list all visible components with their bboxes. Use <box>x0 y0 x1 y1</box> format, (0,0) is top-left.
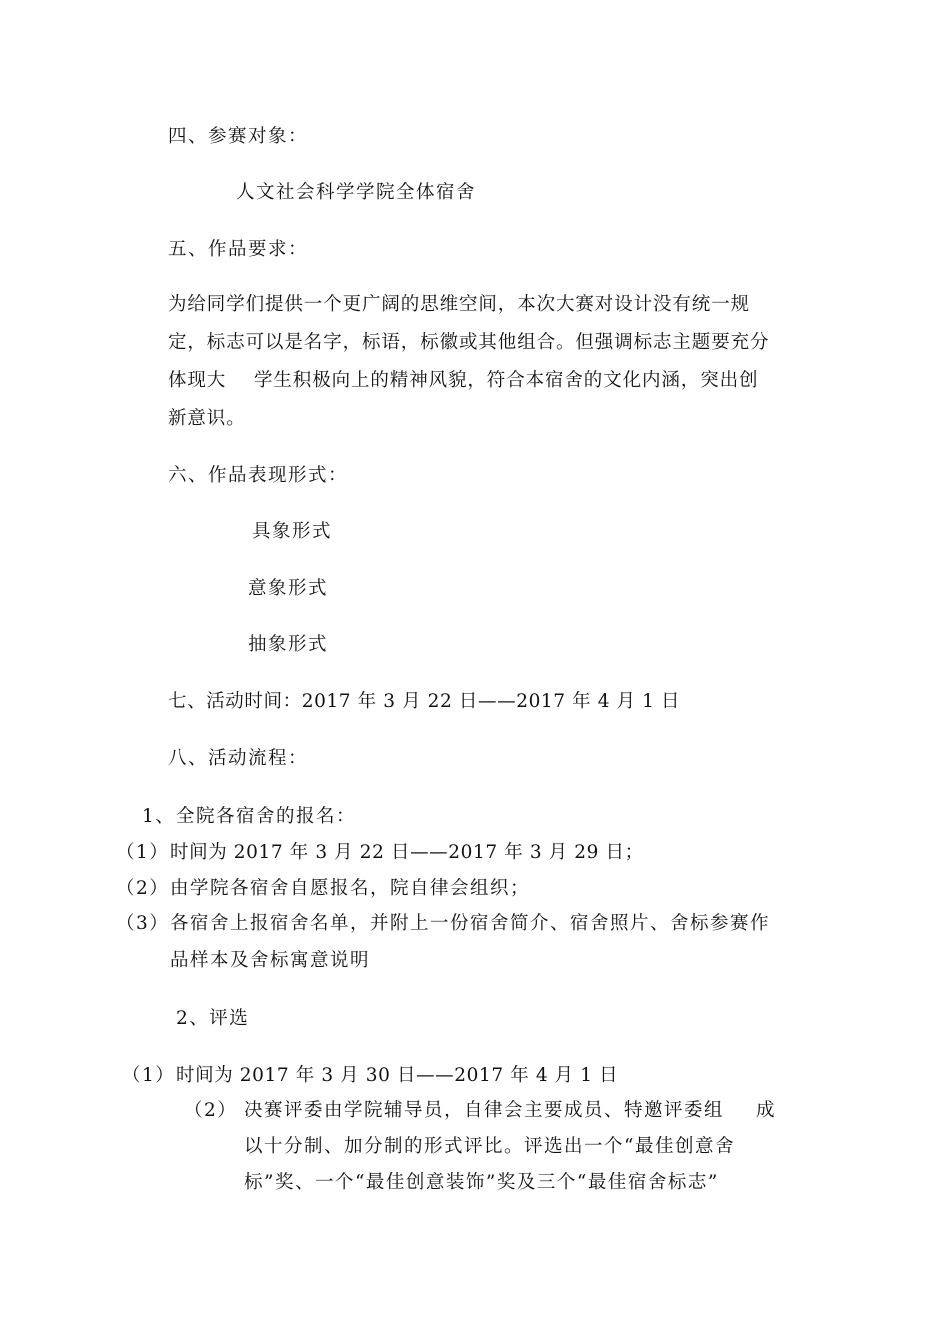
section-5-heading: 五、作品要求： <box>168 239 309 260</box>
step-2-item-2-num: （2） <box>184 1100 238 1121</box>
step-1-item-2-num: （2） <box>116 878 170 899</box>
step-1-item-1-num: （1） <box>116 842 170 863</box>
section-4-heading: 四、参赛对象： <box>168 126 309 147</box>
step-2-item-1-num: （1） <box>122 1065 176 1086</box>
section-5-body-line-3a: 体现大 <box>168 370 227 391</box>
step-1-item-2-text: 由学院各宿舍自愿报名，院自律会组织； <box>170 878 531 899</box>
section-6-item-1: 具象形式 <box>252 521 333 542</box>
step-2-item-2-line-3: 标”奖、一个“最佳创意装饰”奖及三个“最佳宿舍标志” <box>244 1172 719 1193</box>
section-8-heading: 八、活动流程： <box>168 748 309 769</box>
step-1-item-3-text: 各宿舍上报宿舍名单，并附上一份宿舍简介、宿舍照片、舍标参赛作 <box>170 913 771 934</box>
step-1-label: 1、 <box>142 806 176 827</box>
section-5-body-line-4: 新意识。 <box>168 408 246 429</box>
section-7-time: 七、活动时间：2017 年 3 月 22 日——2017 年 4 月 1 日 <box>168 691 681 712</box>
step-2-title: 2、评选 <box>176 1008 250 1029</box>
step-1-item-3-continuation: 品样本及舍标寓意说明 <box>170 950 371 971</box>
step-2-item-2-line-2: 以十分制、加分制的形式评比。评选出一个“最佳创意舍 <box>244 1136 735 1157</box>
section-6-heading: 六、作品表现形式： <box>168 465 349 486</box>
section-5-body-line-3b: 学生积极向上的精神风貌，符合本宿舍的文化内涵，突出创 <box>254 370 759 391</box>
step-2-item-2-line-1b: 成 <box>756 1100 777 1121</box>
step-1-item-3-num: （3） <box>116 913 170 934</box>
step-2-item-1-text: 时间为 2017 年 3 月 30 日——2017 年 4 月 1 日 <box>176 1065 619 1086</box>
section-6-item-2: 意象形式 <box>248 578 329 599</box>
section-6-item-3: 抽象形式 <box>248 634 329 655</box>
section-5-body-line-1: 为给同学们提供一个更广阔的思维空间，本次大赛对设计没有统一规 <box>168 294 751 315</box>
section-5-body-line-2: 定，标志可以是名字，标语，标徽或其他组合。但强调标志主题要充分 <box>168 332 770 353</box>
section-4-body: 人文社会科学学院全体宿舍 <box>236 182 477 203</box>
step-2-item-2-line-1a: 决赛评委由学院辅导员，自律会主要成员、特邀评委组 <box>244 1100 725 1121</box>
step-1-title: 全院各宿舍的报名： <box>176 806 357 827</box>
step-1-item-1-text: 时间为 2017 年 3 月 22 日——2017 年 3 月 29 日； <box>170 842 644 863</box>
